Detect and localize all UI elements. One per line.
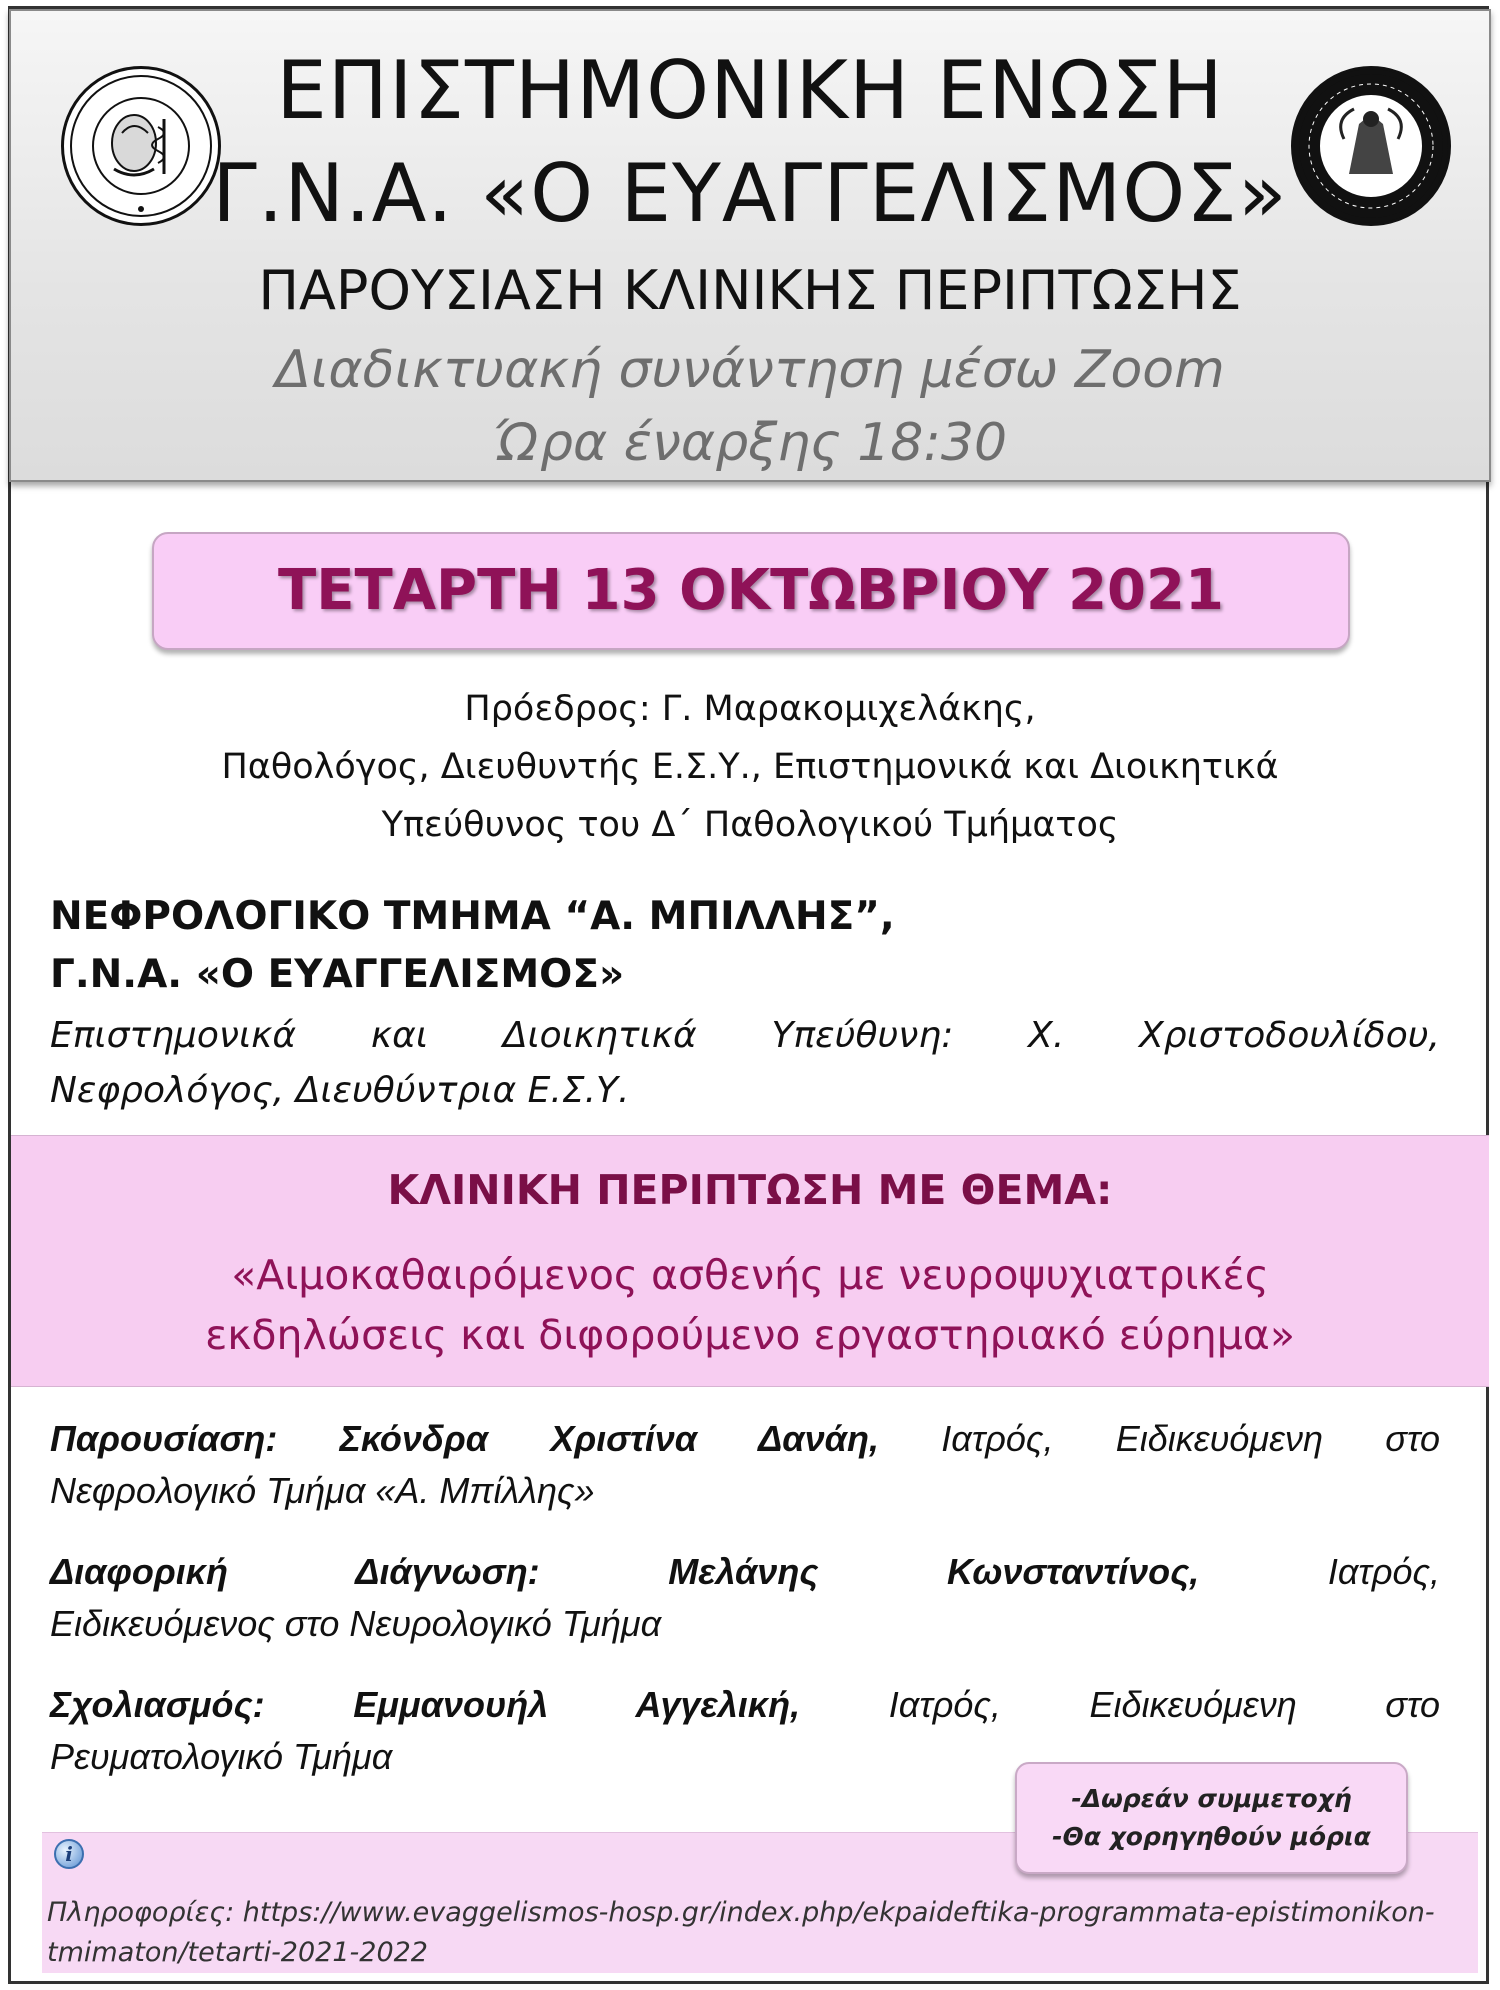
info-link-line-2[interactable]: tmimaton/tetarti-2021-2022 xyxy=(47,1937,428,1968)
event-date: ΤΕΤΑΡΤΗ 13 ΟΚΤΩΒΡΙΟΥ 2021 xyxy=(152,532,1350,650)
topic-band xyxy=(11,1135,1489,1387)
header-banner xyxy=(9,9,1491,482)
diagnosis-line xyxy=(50,1545,1440,1599)
department-name: ΝΕΦΡΟΛΟΓΙΚΟ ΤΜΗΜΑ “Α. ΜΠΙΛΛΗΣ”, xyxy=(50,894,895,939)
topic-line-1: «Αιμοκαθαιρόμενος ασθενής με νευροψυχιατρικές xyxy=(231,1251,1269,1299)
chair-line-3: Υπεύθυνος του Δ΄ Παθολογικού Τμήματος xyxy=(381,805,1119,845)
topic-line-2: εκδηλώσεις και διφορούμενο εργαστηριακό εύρημα» xyxy=(205,1311,1295,1359)
info-icon: i xyxy=(54,1839,84,1869)
credits-note: -Θα χορηγηθούν μόρια xyxy=(1052,1822,1371,1851)
department-head-line-2: Νεφρολόγος, Διευθύντρια Ε.Σ.Υ. xyxy=(50,1070,630,1111)
commentary-role: Ιατρός, Ειδικευόμενη στο xyxy=(888,1684,1440,1725)
diagnosis-role: Ιατρός, xyxy=(1327,1551,1440,1592)
start-time: Ώρα έναρξης 18:30 xyxy=(492,413,1008,473)
association-title: ΕΠΙΣΤΗΜΟΝΙΚΗ ΕΝΩΣΗ xyxy=(276,44,1224,137)
topic-title: ΚΛΙΝΙΚΗ ΠΕΡΙΠΤΩΣΗ ΜΕ ΘΕΜΑ: xyxy=(387,1166,1113,1214)
chair-line-2: Παθολόγος, Διευθυντής Ε.Σ.Υ., Επιστημονικά και Διοικητικά xyxy=(221,747,1279,787)
hospital-name: Γ.Ν.Α. «Ο ΕΥΑΓΓΕΛΙΣΜΟΣ» xyxy=(212,147,1288,240)
department-head-line-1: Επιστημονικά και Διοικητικά Υπεύθυνη: Χ. Χριστοδουλίδου, xyxy=(50,1015,1440,1056)
presenter-role: Ιατρός, Ειδικευόμενη στο xyxy=(941,1418,1440,1459)
free-participation: -Δωρεάν συμμετοχή xyxy=(1071,1784,1352,1813)
diagnosis-role-cont: Ειδικευόμενος στο Νευρολογικό Τμήμα xyxy=(50,1603,662,1644)
presenter-name: Παρουσίαση: Σκόνδρα Χριστίνα Δανάη, xyxy=(50,1418,879,1459)
diagnosis-name: Διαφορική Διάγνωση: Μελάνης Κωνσταντίνος, xyxy=(50,1551,1200,1592)
commentary-line xyxy=(50,1678,1440,1732)
event-type: ΠΑΡΟΥΣΙΑΣΗ ΚΛΙΝΙΚΗΣ ΠΕΡΙΠΤΩΣΗΣ xyxy=(258,259,1242,322)
chair-line-1: Πρόεδρος: Γ. Μαρακομιχελάκης, xyxy=(464,689,1036,729)
participation-note xyxy=(1015,1762,1408,1874)
info-link-line-1[interactable]: Πληροφορίες: https://www.evaggelismos-hosp.gr/index.php/ekpaideftika-programmata-epistimonikon- xyxy=(47,1897,1435,1928)
presenter-line xyxy=(50,1412,1440,1466)
department-hospital: Γ.Ν.Α. «Ο ΕΥΑΓΓΕΛΙΣΜΟΣ» xyxy=(50,952,625,997)
commentary-role-cont: Ρευματολογικό Τμήμα xyxy=(50,1736,393,1777)
meeting-mode: Διαδικτυακή συνάντηση μέσω Zoom xyxy=(275,340,1225,400)
presenter-role-cont: Νεφρολογικό Τμήμα «Α. Μπίλλης» xyxy=(50,1470,595,1511)
commentary-name: Σχολιασμός: Εμμανουήλ Αγγελική, xyxy=(50,1684,801,1725)
